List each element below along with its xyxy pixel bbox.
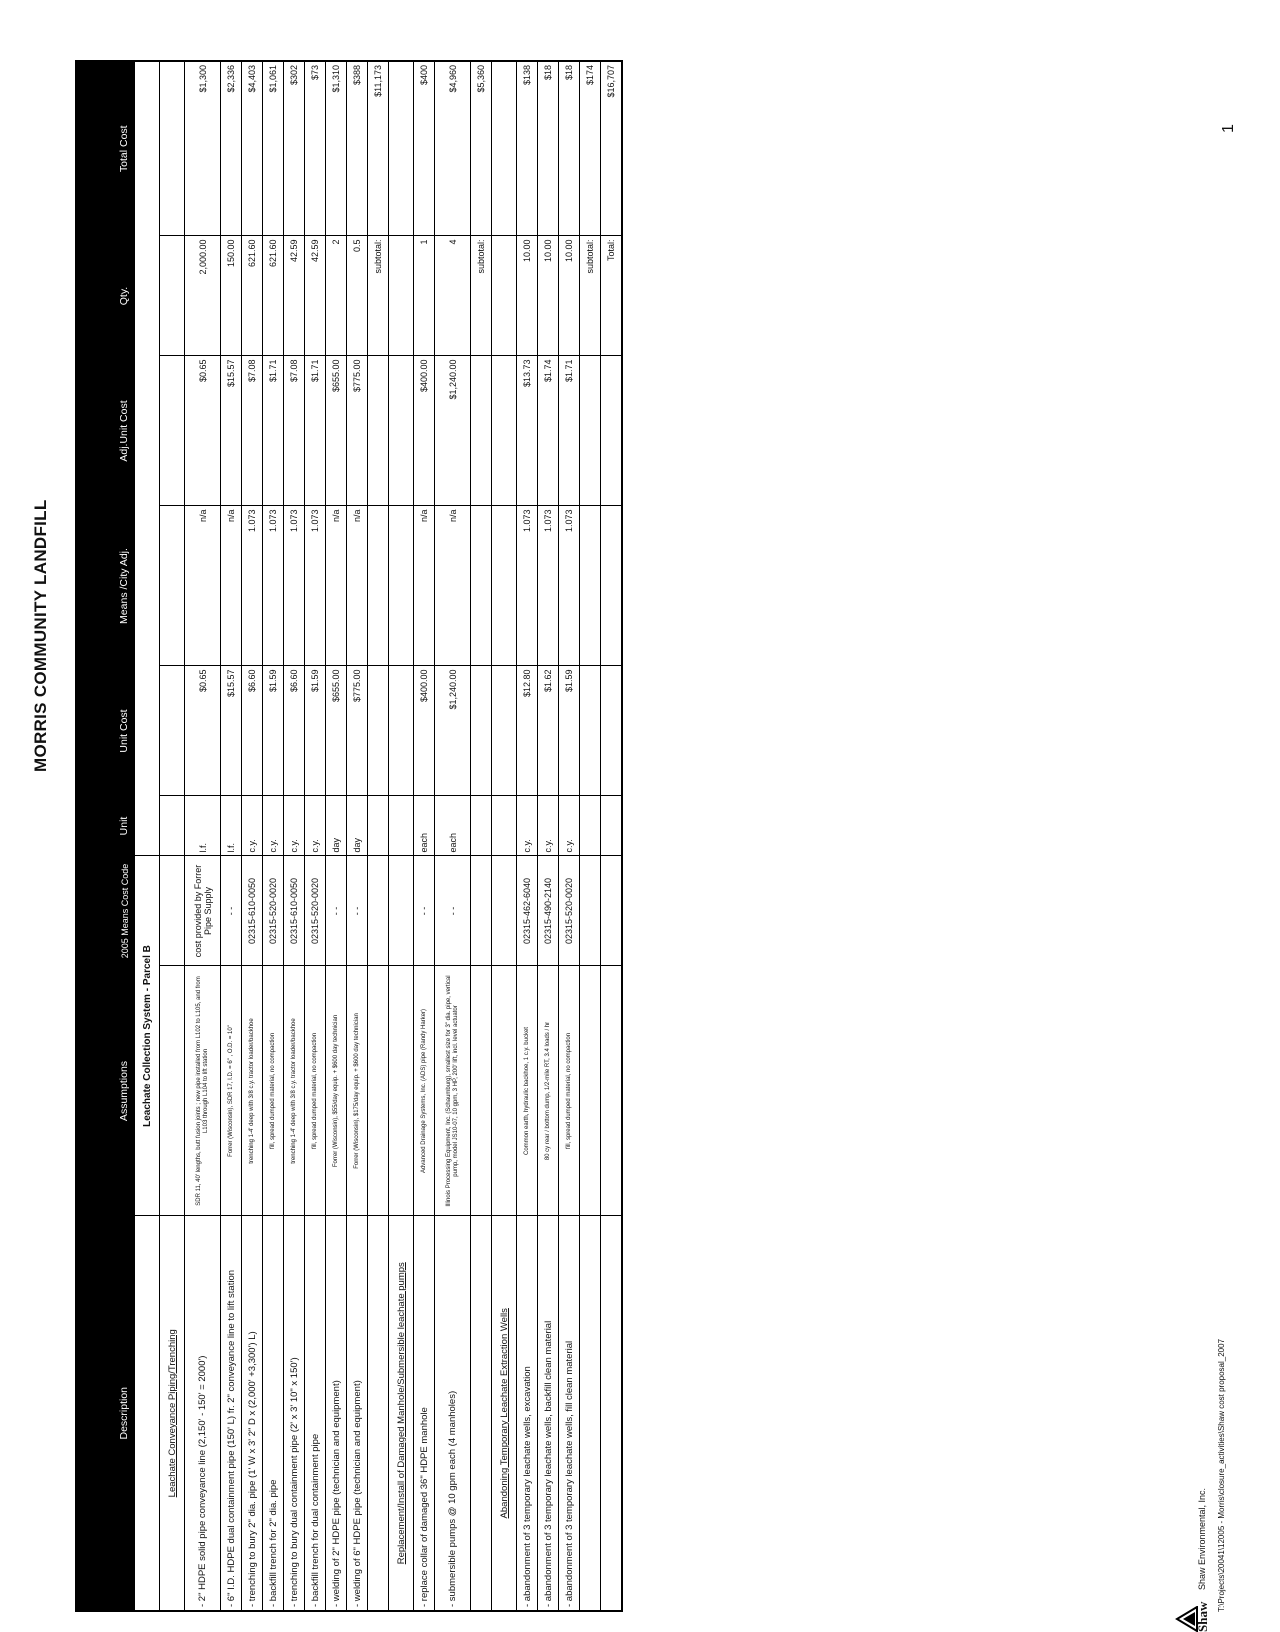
row-adj-unit-cost: $1,240.00 [435, 356, 471, 506]
row-description: - abandonment of 3 temporary leachate wells, backfill clean material [538, 1216, 559, 1611]
row-unit-cost: $1.59 [263, 666, 284, 796]
empty-cell [160, 666, 185, 796]
cost-table [75, 60, 623, 1612]
row-unit-cost: $655.00 [326, 666, 347, 796]
empty-cell [389, 236, 414, 356]
table-row [305, 61, 326, 1611]
col-header-description: Description [76, 1216, 135, 1611]
section-title [160, 1216, 185, 1611]
row-adj-unit-cost: $400.00 [414, 356, 435, 506]
row-unit-cost: $0.65 [185, 666, 221, 796]
row-unit: c.y. [242, 796, 263, 856]
row-adj-unit-cost: $13.73 [517, 356, 538, 506]
row-means-adj: n/a [347, 506, 368, 666]
row-unit-cost: $1.59 [559, 666, 580, 796]
empty-cell [580, 856, 601, 966]
col-header-qty: Qty. [76, 236, 135, 356]
empty-cell [160, 856, 185, 966]
row-qty: 10.00 [517, 236, 538, 356]
row-unit-cost: $1,240.00 [435, 666, 471, 796]
page-title: MORRIS COMMUNITY LANDFILL [31, 499, 50, 772]
row-means-adj: 1.073 [559, 506, 580, 666]
row-qty: 621.60 [242, 236, 263, 356]
row-qty: 42.59 [305, 236, 326, 356]
row-qty: 10.00 [559, 236, 580, 356]
row-assumptions: Common earth, hydraulic backhoe, 1 c.y. bucket [517, 966, 538, 1216]
empty-cell [160, 236, 185, 356]
row-description: - welding of 2" HDPE pipe (technician and equipment) [326, 1216, 347, 1611]
row-description: - backfill trench for dual containment pipe [305, 1216, 326, 1611]
footer-file-path: T:\Projects\20041\12005 - Morris\closure_activities\Shaw cost proposal_2007 [1217, 1338, 1226, 1612]
subtotal-value: $174 [580, 61, 601, 236]
row-unit: day [347, 796, 368, 856]
empty-cell [471, 666, 492, 796]
row-unit: l.f. [221, 796, 242, 856]
empty-cell [160, 796, 185, 856]
row-cost-code: - - [435, 856, 471, 966]
row-unit-cost: $12.80 [517, 666, 538, 796]
row-cost-code: - - [221, 856, 242, 966]
table-row [284, 61, 305, 1611]
total-row [601, 61, 623, 1611]
table-row [242, 61, 263, 1611]
row-assumptions: Forrer (Wisconsin), SDR 17, I.D. = 6" , O.D. = 10" [221, 966, 242, 1216]
row-total-cost: $4,403 [242, 61, 263, 236]
row-assumptions: Forrer (Wisconsin), $55/day equip. + $600 day technician [326, 966, 347, 1216]
logo-word: Shaw [1195, 1601, 1210, 1632]
row-cost-code: 02315-520-0020 [305, 856, 326, 966]
empty-cell [389, 356, 414, 506]
subtotal-label: subtotal: [580, 236, 601, 356]
empty-cell [368, 666, 389, 796]
row-cost-code: 02315-610-0050 [242, 856, 263, 966]
empty-cell [601, 1216, 623, 1611]
row-unit-cost: $6.60 [242, 666, 263, 796]
empty-cell [368, 856, 389, 966]
empty-cell [389, 506, 414, 666]
table-row [221, 61, 242, 1611]
col-header-means-adj: Means /City Adj. [76, 506, 135, 666]
empty-cell [580, 1216, 601, 1611]
row-total-cost: $1,310 [326, 61, 347, 236]
empty-cell [160, 356, 185, 506]
row-means-adj: 1.073 [284, 506, 305, 666]
row-description: - backfill trench for 2" dia. pipe [263, 1216, 284, 1611]
subtotal-label: subtotal: [368, 236, 389, 356]
total-label: Total: [601, 236, 623, 356]
subtotal-value: $5,360 [471, 61, 492, 236]
row-adj-unit-cost: $7.08 [242, 356, 263, 506]
empty-cell [368, 506, 389, 666]
row-means-adj: n/a [185, 506, 221, 666]
table-row [517, 61, 538, 1611]
empty-cell [160, 966, 185, 1216]
empty-cell [389, 61, 414, 236]
empty-cell [601, 666, 623, 796]
empty-cell [389, 856, 414, 966]
row-description: - replace collar of damaged 36" HDPE manhole [414, 1216, 435, 1611]
row-total-cost: $302 [284, 61, 305, 236]
row-assumptions: trenching 1-4' deep with 3/8 c.y. tractor loader/backhoe [242, 966, 263, 1216]
empty-cell [492, 236, 517, 356]
table-row [326, 61, 347, 1611]
row-cost-code: 02315-462-6040 [517, 856, 538, 966]
row-means-adj: n/a [221, 506, 242, 666]
empty-cell [601, 966, 623, 1216]
row-qty: 621.60 [263, 236, 284, 356]
row-means-adj: n/a [326, 506, 347, 666]
row-description: - submersible pumps @ 10 gpm each (4 manholes) [435, 1216, 471, 1611]
row-total-cost: $388 [347, 61, 368, 236]
empty-cell [368, 1216, 389, 1611]
empty-cell [580, 356, 601, 506]
row-means-adj: n/a [414, 506, 435, 666]
empty-cell [389, 796, 414, 856]
row-adj-unit-cost: $1.71 [305, 356, 326, 506]
subtotal-row [471, 61, 492, 1611]
row-description: - 6" I.D. HDPE dual containment pipe (150' L) fr. 2" conveyance line to lift station [221, 1216, 242, 1611]
row-total-cost: $400 [414, 61, 435, 236]
row-description: - trenching to bury 2" dia. pipe (1' W x 3' 2" D x (2,000' +3,300') L) [242, 1216, 263, 1611]
col-header-unit: Unit [76, 796, 135, 856]
empty-cell [368, 356, 389, 506]
row-total-cost: $1,300 [185, 61, 221, 236]
row-cost-code: - - [414, 856, 435, 966]
empty-cell [492, 856, 517, 966]
empty-cell [580, 796, 601, 856]
section-title-row [389, 61, 414, 1611]
row-unit-cost: $775.00 [347, 666, 368, 796]
empty-cell [135, 1216, 160, 1611]
empty-cell [471, 856, 492, 966]
row-total-cost: $2,336 [221, 61, 242, 236]
empty-cell [492, 356, 517, 506]
row-adj-unit-cost: $7.08 [284, 356, 305, 506]
row-means-adj: 1.073 [538, 506, 559, 666]
row-description: - welding of 6" HDPE pipe (technician and equipment) [347, 1216, 368, 1611]
row-unit: l.f. [185, 796, 221, 856]
row-cost-code: cost provided by Forrer Pipe Supply [185, 856, 221, 966]
empty-cell [471, 966, 492, 1216]
empty-cell [601, 856, 623, 966]
row-unit-cost: $1.59 [305, 666, 326, 796]
row-unit: c.y. [559, 796, 580, 856]
company-name: Shaw Environmental, Inc. [1197, 1487, 1207, 1590]
system-title-row [135, 61, 160, 1611]
row-means-adj: 1.073 [305, 506, 326, 666]
empty-cell [580, 666, 601, 796]
row-assumptions: trenching 1-4' deep with 3/8 c.y. tractor loader/backhoe [284, 966, 305, 1216]
row-qty: 10.00 [538, 236, 559, 356]
row-cost-code: 02315-520-0020 [559, 856, 580, 966]
empty-cell [471, 506, 492, 666]
empty-cell [160, 61, 185, 236]
row-unit-cost: $6.60 [284, 666, 305, 796]
empty-cell [368, 966, 389, 1216]
row-qty: 2,000.00 [185, 236, 221, 356]
row-assumptions: Advanced Drainage Systems, Inc. (ADS) pipe (Randy Harker) [414, 966, 435, 1216]
empty-cell [601, 506, 623, 666]
row-cost-code: 02315-520-0020 [263, 856, 284, 966]
row-unit-cost: $15.57 [221, 666, 242, 796]
row-cost-code: - - [347, 856, 368, 966]
row-total-cost: $4,960 [435, 61, 471, 236]
empty-cell [368, 796, 389, 856]
shaw-logo [1173, 1462, 1213, 1632]
empty-cell [492, 61, 517, 236]
row-adj-unit-cost: $1.74 [538, 356, 559, 506]
section-title-row [160, 61, 185, 1611]
total-value: $16,707 [601, 61, 623, 236]
section-title [492, 1216, 517, 1611]
row-description: - abandonment of 3 temporary leachate wells, excavation [517, 1216, 538, 1611]
empty-cell [492, 796, 517, 856]
section-title-text: Replacement/Install of Damaged Manhole/Submersible leachate pumps [395, 1262, 407, 1565]
empty-cell [492, 506, 517, 666]
row-description: - trenching to bury dual containment pipe (2' x 3' 10" x 150') [284, 1216, 305, 1611]
row-unit: day [326, 796, 347, 856]
subtotal-row [368, 61, 389, 1611]
row-unit: c.y. [538, 796, 559, 856]
row-assumptions: fill, spread dumped material, no compaction [305, 966, 326, 1216]
row-assumptions: fill, spread dumped material, no compaction [263, 966, 284, 1216]
table-row [538, 61, 559, 1611]
col-header-assumptions: Assumptions [76, 966, 135, 1216]
row-cost-code: - - [326, 856, 347, 966]
empty-cell [471, 796, 492, 856]
row-description: - abandonment of 3 temporary leachate wells, fill clean material [559, 1216, 580, 1611]
section-title-text: Abandoning Temporary Leachate Extraction Wells [498, 1308, 510, 1519]
row-unit: each [414, 796, 435, 856]
row-qty: 1 [414, 236, 435, 356]
empty-cell [471, 356, 492, 506]
row-means-adj: n/a [435, 506, 471, 666]
row-total-cost: $138 [517, 61, 538, 236]
row-assumptions: 80 cy rear / bottom dump, 1/2-mile RT, 3.4 loads / hr [538, 966, 559, 1216]
table-row [414, 61, 435, 1611]
row-qty: 42.59 [284, 236, 305, 356]
row-total-cost: $1,061 [263, 61, 284, 236]
row-unit: c.y. [517, 796, 538, 856]
row-adj-unit-cost: $1.71 [263, 356, 284, 506]
row-adj-unit-cost: $0.65 [185, 356, 221, 506]
row-unit-cost: $1.62 [538, 666, 559, 796]
row-unit: each [435, 796, 471, 856]
row-cost-code: 02315-610-0050 [284, 856, 305, 966]
row-qty: 150.00 [221, 236, 242, 356]
row-adj-unit-cost: $15.57 [221, 356, 242, 506]
section-title-text: Leachate Conveyance Piping/Trenching [166, 1329, 178, 1498]
empty-cell [471, 1216, 492, 1611]
empty-cell [601, 356, 623, 506]
table-row [559, 61, 580, 1611]
table-row [185, 61, 221, 1611]
row-total-cost: $73 [305, 61, 326, 236]
subtotal-label: subtotal: [471, 236, 492, 356]
empty-cell [580, 966, 601, 1216]
row-cost-code: 02315-490-2140 [538, 856, 559, 966]
row-means-adj: 1.073 [263, 506, 284, 666]
row-unit: c.y. [284, 796, 305, 856]
row-unit: c.y. [263, 796, 284, 856]
col-header-code: 2005 Means Cost Code [76, 856, 135, 966]
row-qty: 2 [326, 236, 347, 356]
col-header-unit-cost: Unit Cost [76, 666, 135, 796]
row-qty: 0.5 [347, 236, 368, 356]
row-unit-cost: $400.00 [414, 666, 435, 796]
row-assumptions: Forrer (Wisconsin), $175/day equip. + $600 day technician [347, 966, 368, 1216]
row-assumptions: Illinois Processing Equipment, Inc. (Schaumburg), smallest size for 3" dia. pipe, vertical pump, model JS10-07, 10 gpm, 3 HP, 200' lift, incl. level actuator [435, 966, 471, 1216]
empty-cell [135, 61, 160, 856]
table-row [347, 61, 368, 1611]
row-description: - 2" HDPE solid pipe conveyance line (2,150' - 150' = 2000') [185, 1216, 221, 1611]
section-title-row [492, 61, 517, 1611]
empty-cell [580, 506, 601, 666]
row-qty: 4 [435, 236, 471, 356]
empty-cell [492, 666, 517, 796]
table-row [435, 61, 471, 1611]
row-assumptions: SDR 11, 40' lengths, butt fusion joints ; new pipe installed from L102 to L105, and from L103 through L104 to lift station [185, 966, 221, 1216]
row-unit: c.y. [305, 796, 326, 856]
row-total-cost: $18 [538, 61, 559, 236]
system-title: Leachate Collection System - Parcel B [135, 856, 160, 1216]
empty-cell [492, 966, 517, 1216]
row-total-cost: $18 [559, 61, 580, 236]
subtotal-value: $11,173 [368, 61, 389, 236]
section-title [389, 1216, 414, 1611]
row-adj-unit-cost: $1.71 [559, 356, 580, 506]
col-header-adj-unit-cost: Adj.Unit Cost [76, 356, 135, 506]
row-means-adj: 1.073 [517, 506, 538, 666]
row-assumptions: fill, spread dumped material, no compaction [559, 966, 580, 1216]
row-means-adj: 1.073 [242, 506, 263, 666]
row-adj-unit-cost: $775.00 [347, 356, 368, 506]
empty-cell [601, 796, 623, 856]
row-adj-unit-cost: $655.00 [326, 356, 347, 506]
empty-cell [389, 666, 414, 796]
table-body [135, 61, 623, 1611]
header-row [76, 61, 135, 1611]
subtotal-row [580, 61, 601, 1611]
table-row [263, 61, 284, 1611]
page-number: 1 [1220, 124, 1237, 133]
col-header-total-cost: Total Cost [76, 61, 135, 236]
empty-cell [389, 966, 414, 1216]
empty-cell [160, 506, 185, 666]
